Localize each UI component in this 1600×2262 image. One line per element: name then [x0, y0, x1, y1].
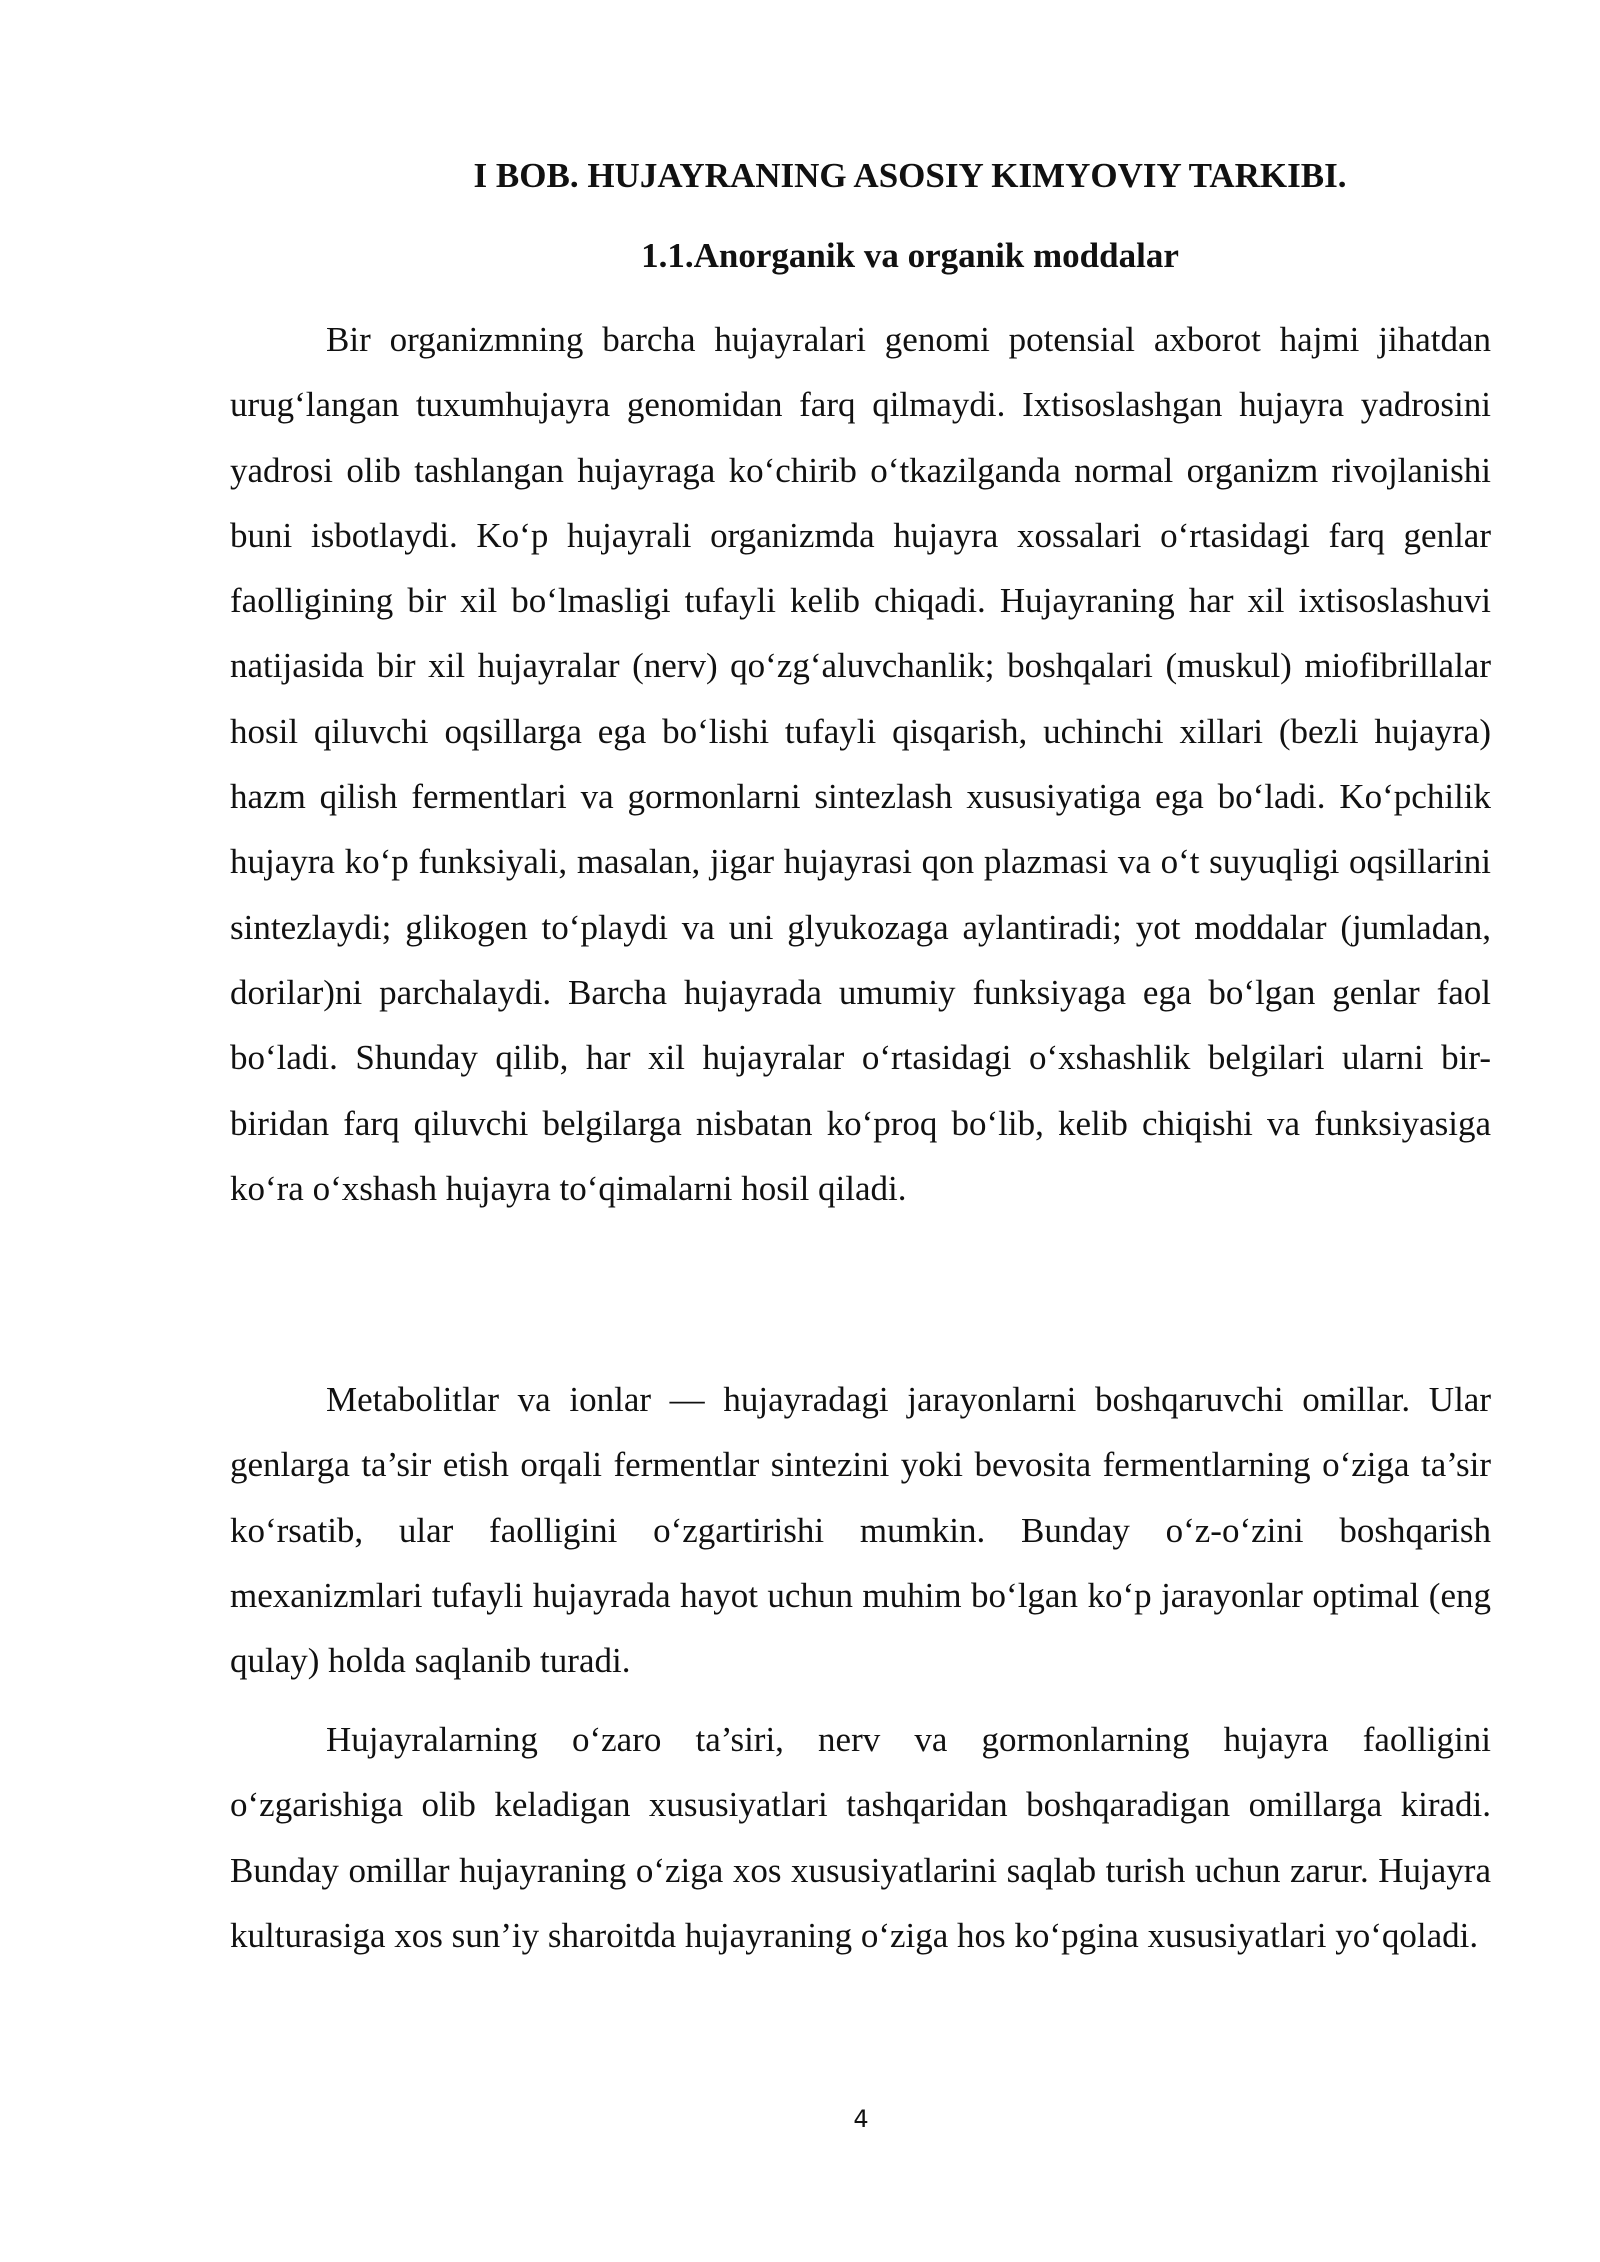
paragraph: Hujayralarning o‘zaro ta’siri, nerv va gormonlarning hujayra faolligini o‘zgarishiga olib keladigan xususiyatlari tashqaridan boshqaradigan omillarga kiradi. Bunday omillar hujayraning o‘ziga xos xususiyatlarini saqlab turish uchun zarur. Hujayra kulturasiga xos sun’iy sharoitda hujayraning o‘ziga hos ko‘pgina xususiyatlari yo‘qoladi. [230, 1720, 1491, 1955]
page-number: 4 [853, 2105, 869, 2133]
chapter-title: I BOB. HUJAYRANING ASOSIY KIMYOVIY TARKIBI. [473, 156, 1347, 195]
paragraph-block-2 [230, 1367, 1491, 1693]
section-title: 1.1.Anorganik va organik moddalar [641, 236, 1179, 275]
paragraph: Bir organizmning barcha hujayralari genomi potensial axborot hajmi jihatdan urug‘langan tuxumhujayra genomidan farq qilmaydi. Ixtisoslashgan hujayra yadrosini yadrosi olib tashlangan hujayraga ko‘chirib o‘tkazilganda normal organizm rivojlanishi buni isbotlaydi. Ko‘p hujayrali organizmda hujayra xossalari o‘rtasidagi farq genlar faolligining bir xil bo‘lmasligi tufayli kelib chiqadi. Hujayraning har xil ixtisoslashuvi natijasida bir xil hujayralar (nerv) qo‘zg‘aluvchanlik; boshqalari (muskul) miofibrillalar hosil qiluvchi oqsillarga ega bo‘lishi tufayli qisqarish, uchinchi xillari (bezli hujayra) hazm qilish fermentlari va gormonlarni sintezlash xususiyatiga ega bo‘ladi. Ko‘pchilik hujayra ko‘p funksiyali, masalan, jigar hujayrasi qon plazmasi va o‘t suyuqligi oqsillarini sintezlaydi; glikogen to‘playdi va uni glyukozaga aylantiradi; yot moddalar (jumladan, dorilar)ni parchalaydi. Barcha hujayrada umumiy funksiyaga ega bo‘lgan genlar faol bo‘ladi. Shunday qilib, har xil hujayralar o‘rtasidagi o‘xshashlik belgilari ularni bir-biridan farq qiluvchi belgilarga nisbatan ko‘proq bo‘lib, kelib chiqishi va funksiyasiga ko‘ra o‘xshash hujayra to‘qimalarni hosil qiladi. [230, 320, 1491, 1208]
paragraph: Metabolitlar va ionlar — hujayradagi jarayonlarni boshqaruvchi omillar. Ular genlarga ta’sir etish orqali fermentlar sintezini yoki bevosita fermentlarning o‘ziga ta’sir ko‘rsatib, ular faolligini o‘zgartirishi mumkin. Bunday o‘z-o‘zini boshqarish mexanizmlari tufayli hujayrada hayot uchun muhim bo‘lgan ko‘p jarayonlar optimal (eng qulay) holda saqlanib turadi. [230, 1380, 1491, 1681]
paragraph-block-1 [230, 307, 1491, 1221]
paragraph-block-3 [230, 1707, 1491, 1968]
